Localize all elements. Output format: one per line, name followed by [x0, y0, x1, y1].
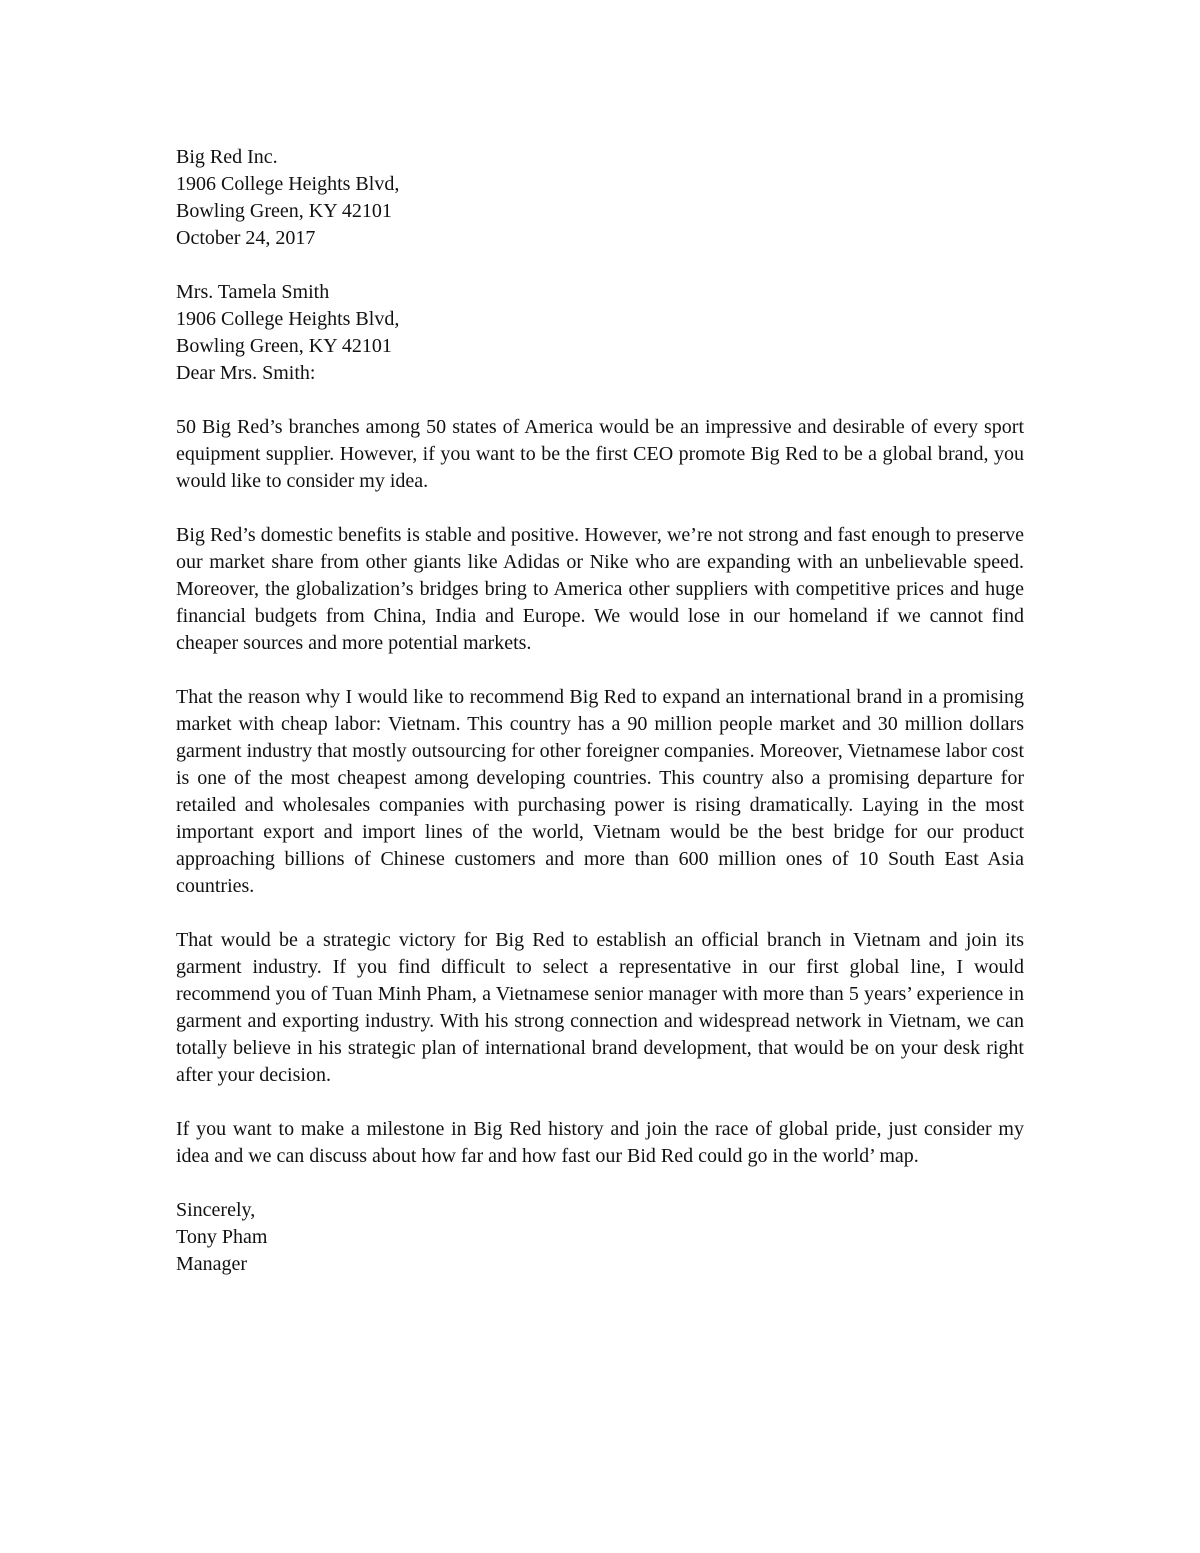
- recipient-street: 1906 College Heights Blvd,: [176, 308, 400, 330]
- letter-body: [176, 144, 1024, 1278]
- letter-date: October 24, 2017: [176, 227, 316, 249]
- sender-city-state-zip: Bowling Green, KY 42101: [176, 200, 392, 222]
- salutation: Dear Mrs. Smith:: [176, 362, 316, 384]
- spacer: [176, 900, 1024, 927]
- signer-title: Manager: [176, 1253, 248, 1275]
- spacer: [176, 252, 1024, 279]
- spacer: [176, 1170, 1024, 1197]
- sender-street: 1906 College Heights Blvd,: [176, 173, 400, 195]
- closing: [176, 1197, 1024, 1278]
- body-paragraph-2: Big Red’s domestic benefits is stable and positive. However, we’re not strong and fast enough to preserve our market share from other giants like Adidas or Nike who are expanding with an unbelievable speed. Moreover, the globalization’s bridges bring to America other suppliers with competitive prices and huge financial budgets from China, India and Europe. We would lose in our homeland if we cannot find cheaper sources and more potential markets.: [176, 524, 1024, 654]
- spacer: [176, 1089, 1024, 1116]
- body-paragraph-3: That the reason why I would like to recommend Big Red to expand an international brand in a promising market with cheap labor: Vietnam. This country has a 90 million people market and 30 million dollars garment industry that mostly outsourcing for other foreigner companies. Moreover, Vietnamese labor cost is one of the most cheapest among developing countries. This country also a promising departure for retailed and wholesales companies with purchasing power is rising dramatically. Laying in the most important export and import lines of the world, Vietnam would be the best bridge for our product approaching billions of Chinese customers and more than 600 million ones of 10 South East Asia countries.: [176, 686, 1024, 897]
- spacer: [176, 387, 1024, 414]
- body-paragraph-1: 50 Big Red’s branches among 50 states of America would be an impressive and desirable of every sport equipment supplier. However, if you want to be the first CEO promote Big Red to be a global brand, you would like to consider my idea.: [176, 416, 1024, 492]
- sender-company: Big Red Inc.: [176, 146, 278, 168]
- valediction: Sincerely,: [176, 1199, 256, 1221]
- recipient-address: [176, 279, 1024, 387]
- signer-name: Tony Pham: [176, 1226, 268, 1248]
- body-paragraph-4: That would be a strategic victory for Big Red to establish an official branch in Vietnam and join its garment industry. If you find difficult to select a representative in our first global line, I would recommend you of Tuan Minh Pham, a Vietnamese senior manager with more than 5 years’ experience in garment and exporting industry. With his strong connection and widespread network in Vietnam, we can totally believe in his strategic plan of international brand development, that would be on your desk right after your decision.: [176, 929, 1024, 1086]
- recipient-name: Mrs. Tamela Smith: [176, 281, 330, 303]
- spacer: [176, 657, 1024, 684]
- recipient-city-state-zip: Bowling Green, KY 42101: [176, 335, 392, 357]
- body-paragraph-5: If you want to make a milestone in Big Red history and join the race of global pride, just consider my idea and we can discuss about how far and how fast our Bid Red could go in the world’ map.: [176, 1118, 1024, 1167]
- spacer: [176, 495, 1024, 522]
- sender-address: [176, 144, 1024, 252]
